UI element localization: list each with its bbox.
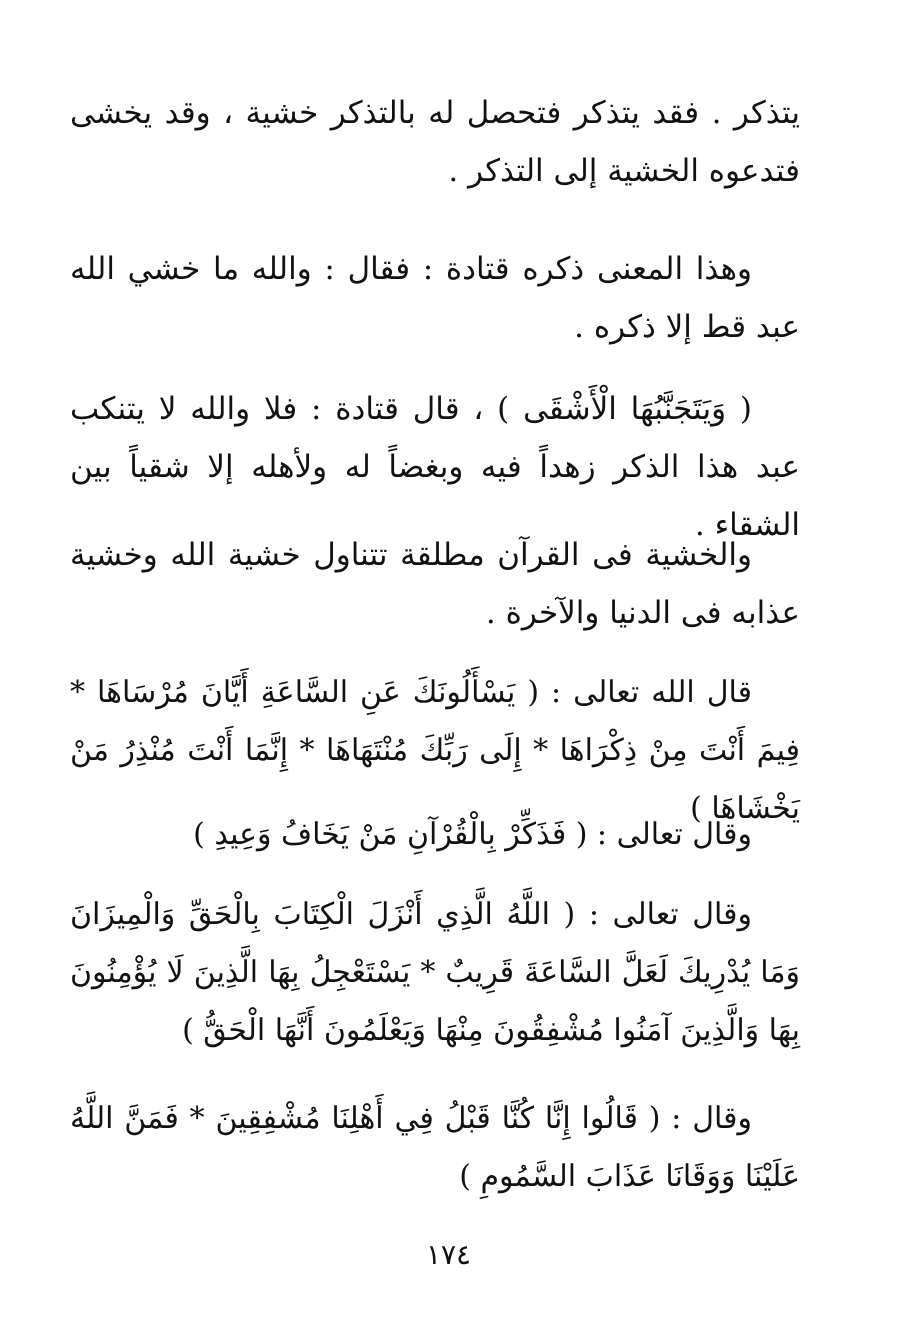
paragraph-2 [70, 240, 800, 356]
paragraph-4 [70, 526, 800, 642]
quran-quote: وقال تعالى : ( فَذَكِّرْ بِالْقُرْآنِ مَنْ يَخَافُ وَعِيدِ ) [193, 817, 752, 852]
paragraph-text: وهذا المعنى ذكره قتادة : فقال : والله ما خشي الله عبد قط إلا ذكره . [70, 251, 800, 345]
quran-quote: قال الله تعالى : ( يَسْأَلُونَكَ عَنِ السَّاعَةِ أَيَّانَ مُرْسَاهَا * فِيمَ أَنْتَ مِنْ ذِكْرَاهَا * إِلَى رَبِّكَ مُنْتَهَاهَا * إِنَّمَا أَنْتَ مُنْذِرُ مَنْ يَخْشَاهَا ) [70, 675, 800, 826]
paragraph-6 [70, 806, 800, 864]
paragraph-7 [70, 886, 800, 1060]
paragraph-text: ( وَيَتَجَنَّبُهَا الْأَشْقَى ) ، قال قتادة : فلا والله لا يتنكب عبد هذا الذكر زهداً فيه وبغضاً له ولأهله إلا شقياً بين الشقاء . [70, 391, 800, 543]
paragraph-text: يتذكر . فقد يتذكر فتحصل له بالتذكر خشية ، وقد يخشى فتدعوه الخشية إلى التذكر . [70, 95, 800, 189]
quran-quote: وقال : ( قَالُوا إِنَّا كُنَّا قَبْلُ فِي أَهْلِنَا مُشْفِقِينَ * فَمَنَّ اللَّهُ عَلَيْنَا وَوَقَانَا عَذَابَ السَّمُومِ ) [70, 1101, 800, 1194]
paragraph-1 [70, 84, 800, 200]
page-number: ١٧٤ [425, 1238, 472, 1271]
paragraph-text: والخشية فى القرآن مطلقة تتناول خشية الله وخشية عذابه فى الدنيا والآخرة . [70, 537, 800, 631]
quran-quote: وقال تعالى : ( اللَّهُ الَّذِي أَنْزَلَ الْكِتَابَ بِالْحَقِّ وَالْمِيزَانَ وَمَا يُدْرِيكَ لَعَلَّ السَّاعَةَ قَرِيبٌ * يَسْتَعْجِلُ بِهَا الَّذِينَ لَا يُؤْمِنُونَ بِهَا وَالَّذِينَ آمَنُوا مُشْفِقُونَ مِنْهَا وَيَعْلَمُونَ أَنَّهَا الْحَقُّ ) [70, 897, 800, 1048]
paragraph-8 [70, 1090, 800, 1206]
